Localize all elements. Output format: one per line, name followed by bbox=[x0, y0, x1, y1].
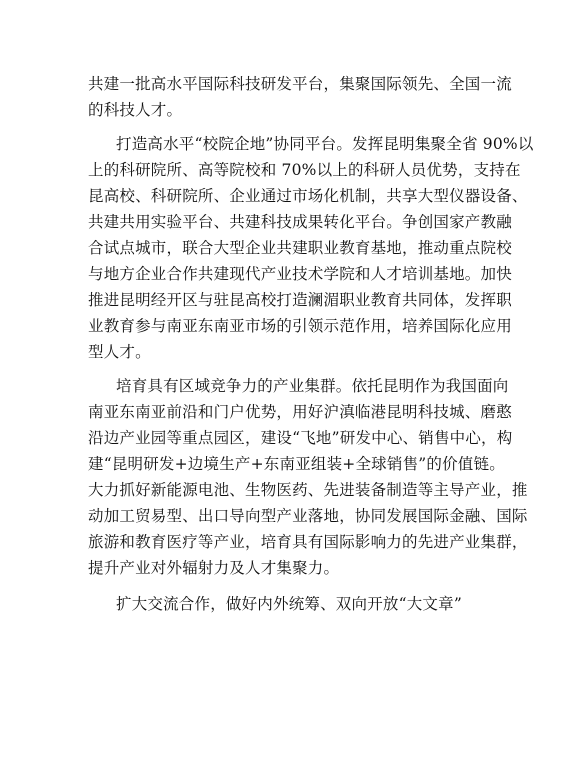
text-line: 上的科研院所、高等院校和 70%以上的科研人员优势，支持在 bbox=[88, 161, 521, 179]
text-line: 推进昆明经开区与驻昆高校打造澜湄职业教育共同体，发挥职 bbox=[88, 291, 512, 309]
text-line: 动加工贸易型、出口导向型产业落地，协同发展国际金融、国际 bbox=[88, 507, 528, 525]
text-line: 旅游和教育医疗等产业，培育具有国际影响力的先进产业集群， bbox=[88, 533, 528, 551]
text-line: 型人才。 bbox=[88, 343, 151, 361]
paragraph-start-line: 扩大交流合作，做好内外统筹、双向开放“大文章” bbox=[116, 595, 462, 613]
text-line: 共建共用实验平台、共建科技成果转化平台。争创国家产教融 bbox=[88, 213, 512, 231]
text-line: 建“昆明研发+边境生产+东南亚组装+全球销售”的价值链。 bbox=[88, 455, 505, 473]
text-line: 南亚东南亚前沿和门户优势，用好沪滇临港昆明科技城、磨憨 bbox=[88, 403, 512, 421]
text-line: 沿边产业园等重点园区，建设“飞地”研发中心、销售中心，构 bbox=[88, 429, 513, 447]
text-line: 合试点城市，联合大型企业共建职业教育基地，推动重点院校 bbox=[88, 239, 512, 257]
text-line: 昆高校、科研院所、企业通过市场化机制，共享大型仪器设备、 bbox=[88, 187, 528, 205]
text-line: 提升产业对外辐射力及人才集聚力。 bbox=[88, 559, 340, 577]
text-line: 大力抓好新能源电池、生物医药、先进装备制造等主导产业，推 bbox=[88, 481, 528, 499]
text-line: 业教育参与南亚东南亚市场的引领示范作用，培养国际化应用 bbox=[88, 317, 512, 335]
text-line: 共建一批高水平国际科技研发平台，集聚国际领先、全国一流 bbox=[88, 75, 512, 93]
text-line: 的科技人才。 bbox=[88, 101, 183, 119]
text-line: 与地方企业合作共建现代产业技术学院和人才培训基地。加快 bbox=[88, 265, 512, 283]
paragraph-start-line: 培育具有区域竞争力的产业集群。依托昆明作为我国面向 bbox=[116, 377, 509, 395]
paragraph-start-line: 打造高水平“校院企地”协同平台。发挥昆明集聚全省 90%以 bbox=[116, 135, 534, 153]
